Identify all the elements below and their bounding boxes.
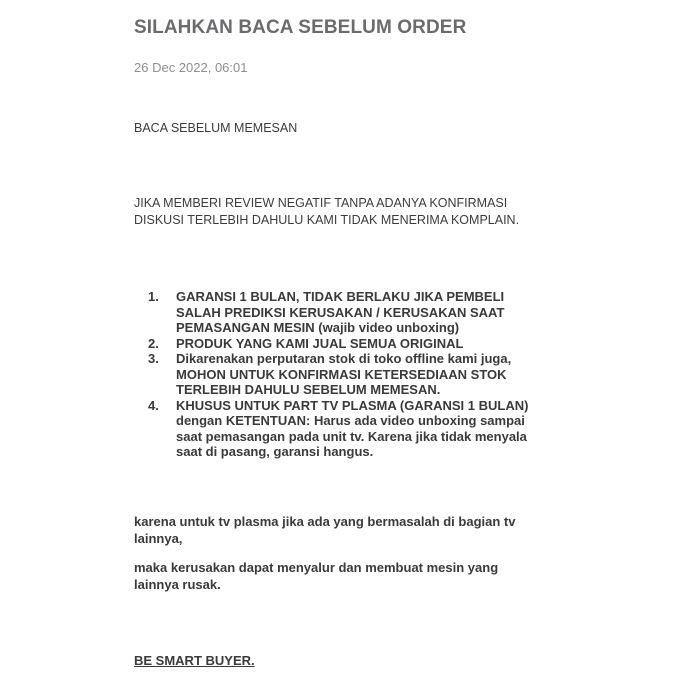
rule-text: KHUSUS UNTUK PART TV PLASMA (GARANSI 1 BULAN) dengan KETENTUAN: Harus ada video unboxing sampai saat pemasangan pada unit tv. Karena jika tidak menyala saat di pasang, garansi hangus. [176, 397, 529, 459]
rule-item [148, 398, 578, 460]
rule-item [148, 336, 578, 352]
warning-text [134, 195, 519, 229]
intro-text: BACA SEBELUM MEMESAN [134, 121, 298, 135]
closing-slogan: BE SMART BUYER. [134, 653, 255, 668]
damage-note-paragraph: maka kerusakan dapat menyalur dan membuat mesin yang lainnya rusak. [134, 560, 499, 592]
rules-list [148, 289, 578, 460]
rule-text: Dikarenakan perputaran stok di toko offline kami juga, MOHON UNTUK KONFIRMASI KETERSEDIAAN STOK TERLEBIH DAHULU SEBELUM MEMESAN. [176, 351, 512, 397]
warning-line: JIKA MEMBERI REVIEW NEGATIF TANPA ADANYA KONFIRMASI [134, 196, 508, 210]
rule-number: 2. [148, 335, 159, 351]
post-date: 26 Dec 2022, 06:01 [134, 60, 248, 75]
plasma-note-paragraph: karena untuk tv plasma jika ada yang bermasalah di bagian tv lainnya, [134, 514, 516, 546]
rule-number: 4. [148, 397, 159, 413]
rule-item [148, 351, 578, 398]
rule-text: GARANSI 1 BULAN, TIDAK BERLAKU JIKA PEMBELI SALAH PREDIKSI KERUSAKAN / KERUSAKAN SAAT PEMASANGAN MESIN (wajib video unboxing) [176, 289, 505, 335]
page-title: SILAHKAN BACA SEBELUM ORDER [134, 17, 467, 38]
rule-number: 3. [148, 351, 159, 366]
rule-number: 1. [148, 289, 159, 304]
warning-line: DISKUSI TERLEBIH DAHULU KAMI TIDAK MENERIMA KOMPLAIN. [134, 213, 520, 227]
rule-text: PRODUK YANG KAMI JUAL SEMUA ORIGINAL [176, 335, 464, 351]
rule-item [148, 289, 578, 336]
